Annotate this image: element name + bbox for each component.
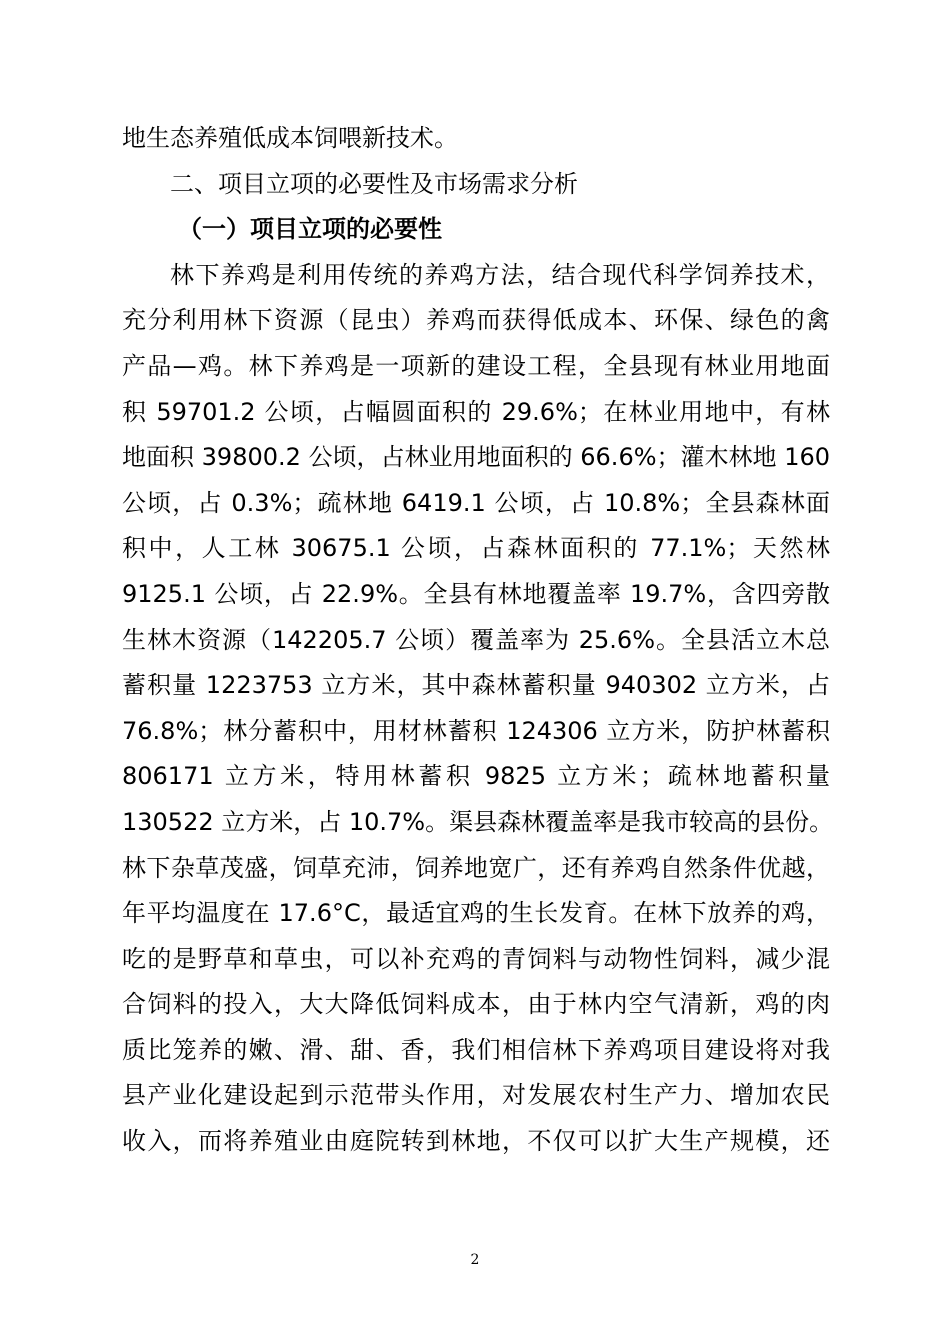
text-line: 质比笼养的嫩、滑、甜、香，我们相信林下养鸡项目建设将对我 <box>122 1035 830 1064</box>
text-line: 积中，人工林 30675.1 公顷，占森林面积的 77.1%；天然林 <box>122 534 830 563</box>
text-line: 公顷，占 0.3%；疏林地 6419.1 公顷，占 10.8%；全县森林面 <box>122 488 830 517</box>
text-line: 130522 立方米，占 10.7%。渠县森林覆盖率是我市较高的县份。 <box>122 807 834 836</box>
text-line: 林下杂草茂盛，饲草充沛，饲养地宽广，还有养鸡自然条件优越， <box>122 853 830 882</box>
text-line: 地面积 39800.2 公顷，占林业用地面积的 66.6%；灌木林地 160 <box>122 443 830 472</box>
text-line: 9125.1 公顷，占 22.9%。全县有林地覆盖率 19.7%，含四旁散 <box>122 579 830 608</box>
text-line: 县产业化建设起到示范带头作用，对发展农村生产力、增加农民 <box>122 1081 830 1110</box>
text-line: 林下养鸡是利用传统的养鸡方法，结合现代科学饲养技术， <box>170 260 830 289</box>
text-line: 蓄积量 1223753 立方米，其中森林蓄积量 940302 立方米，占 <box>122 671 830 700</box>
subsection-heading: （一）项目立项的必要性 <box>178 215 442 244</box>
text-line: 合饲料的投入，大大降低饲料成本，由于林内空气清新，鸡的肉 <box>122 990 830 1019</box>
text-line: 产品—鸡。林下养鸡是一项新的建设工程，全县现有林业用地面 <box>122 351 830 380</box>
text-line: 地生态养殖低成本饲喂新技术。 <box>122 124 458 152</box>
text-line: 年平均温度在 17.6°C，最适宜鸡的生长发育。在林下放养的鸡， <box>122 899 830 928</box>
text-line: 76.8%；林分蓄积中，用材林蓄积 124306 立方米，防护林蓄积 <box>122 716 830 745</box>
text-line: 生林木资源（142205.7 公顷）覆盖率为 25.6%。全县活立木总 <box>122 625 830 654</box>
text-line: 吃的是野草和草虫，可以补充鸡的青饲料与动物性饲料，减少混 <box>122 944 830 973</box>
text-line: 充分利用林下资源（昆虫）养鸡而获得低成本、环保、绿色的禽 <box>122 306 830 335</box>
text-line: 收入，而将养殖业由庭院转到林地，不仅可以扩大生产规模，还 <box>122 1127 830 1156</box>
section-title: 二、项目立项的必要性及市场需求分析 <box>170 169 578 198</box>
text-line: 积 59701.2 公顷，占幅圆面积的 29.6%；在林业用地中，有林 <box>122 397 830 426</box>
page-number: 2 <box>470 1252 480 1268</box>
text-line: 806171 立方米，特用林蓄积 9825 立方米；疏林地蓄积量 <box>122 762 830 791</box>
body-text <box>122 116 834 1165</box>
